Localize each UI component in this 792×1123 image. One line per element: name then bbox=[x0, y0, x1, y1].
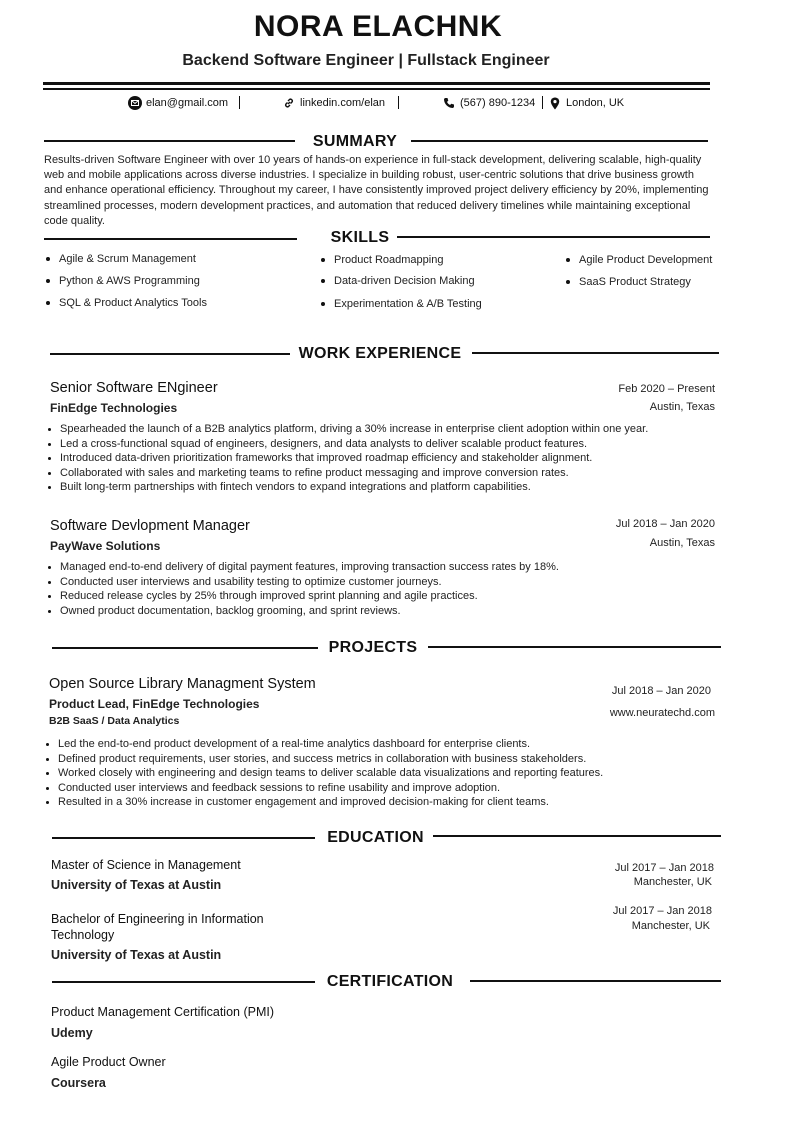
list-item: Introduced data-driven prioritization frameworks that improved roadmap efficiency and stakeholder alignment. bbox=[46, 451, 648, 466]
education-degree: Bachelor of Engineering in Information Technology bbox=[51, 912, 264, 942]
project-role: Product Lead, FinEdge Technologies bbox=[49, 697, 260, 711]
skill-item: Agile Product Development bbox=[566, 254, 712, 266]
map-pin-icon bbox=[548, 96, 562, 110]
contact-location bbox=[548, 96, 624, 110]
list-item: Defined product requirements, user stories, and success metrics in collaboration with business stakeholders. bbox=[44, 752, 603, 767]
projects-heading: PROJECTS bbox=[328, 639, 418, 656]
envelope-icon bbox=[128, 96, 142, 110]
education-degree: Master of Science in Management bbox=[51, 858, 241, 872]
skill-item: Python & AWS Programming bbox=[46, 275, 200, 287]
experience-rule-right bbox=[472, 352, 719, 354]
skill-item: Data-driven Decision Making bbox=[321, 275, 475, 287]
list-item: Spearheaded the launch of a B2B analytics platform, driving a 30% increase in enterprise client adoption within one year. bbox=[46, 422, 648, 437]
education-location: Manchester, UK bbox=[631, 920, 710, 932]
job-bullets bbox=[46, 422, 648, 495]
skill-item: Agile & Scrum Management bbox=[46, 253, 196, 265]
experience-heading: WORK EXPERIENCE bbox=[298, 345, 462, 362]
list-item: Conducted user interviews and feedback sessions to refine usability and improve adoption. bbox=[44, 781, 603, 796]
project-link[interactable]: www.neuratechd.com bbox=[609, 707, 715, 719]
skill-item: Experimentation & A/B Testing bbox=[321, 298, 482, 310]
skill-item: SaaS Product Strategy bbox=[566, 276, 691, 288]
education-rule-right bbox=[433, 835, 721, 837]
projects-rule-left bbox=[52, 647, 318, 649]
job-title: Senior Software ENgineer bbox=[50, 380, 218, 396]
summary-rule-left bbox=[44, 140, 295, 142]
contact-linkedin[interactable] bbox=[282, 96, 385, 110]
project-tags: B2B SaaS / Data Analytics bbox=[49, 715, 180, 727]
list-item: Collaborated with sales and marketing teams to refine product messaging and improve conversion rates. bbox=[46, 466, 648, 481]
certification-issuer: Udemy bbox=[51, 1026, 93, 1040]
bullet-icon bbox=[566, 280, 570, 284]
job-title: Software Devlopment Manager bbox=[50, 518, 250, 534]
job-dates: Jul 2018 – Jan 2020 bbox=[615, 518, 715, 530]
bullet-icon bbox=[46, 301, 50, 305]
project-dates: Jul 2018 – Jan 2020 bbox=[611, 685, 711, 697]
certification-name: Product Management Certification (PMI) bbox=[51, 1005, 275, 1019]
certification-heading: CERTIFICATION bbox=[326, 973, 454, 990]
list-item: Built long-term partnerships with fintech vendors to expand integrations and platform capabilities. bbox=[46, 480, 648, 495]
skills-rule-right bbox=[397, 236, 710, 238]
job-company: FinEdge Technologies bbox=[50, 401, 178, 415]
skills-heading: SKILLS bbox=[330, 229, 390, 246]
bullet-icon bbox=[321, 302, 325, 306]
job-location: Austin, Texas bbox=[649, 401, 715, 413]
summary-heading: SUMMARY bbox=[312, 133, 398, 150]
bullet-icon bbox=[46, 257, 50, 261]
list-item: Led the end-to-end product development of a real-time analytics dashboard for enterprise clients. bbox=[44, 737, 603, 752]
education-dates: Jul 2017 – Jan 2018 bbox=[614, 862, 714, 874]
education-heading: EDUCATION bbox=[327, 829, 424, 846]
certification-rule-left bbox=[52, 981, 315, 983]
projects-rule-right bbox=[428, 646, 721, 648]
list-item: Conducted user interviews and usability testing to optimize customer journeys. bbox=[46, 575, 559, 590]
education-school: University of Texas at Austin bbox=[51, 948, 222, 962]
list-item: Worked closely with engineering and design teams to deliver scalable data visualizations and reporting features. bbox=[44, 766, 603, 781]
bullet-icon bbox=[321, 279, 325, 283]
contact-phone-text: (567) 890-1234 bbox=[460, 97, 536, 109]
resume-subtitle: Backend Software Engineer | Fullstack Engineer bbox=[182, 52, 550, 69]
job-location: Austin, Texas bbox=[649, 537, 715, 549]
job-bullets bbox=[46, 560, 559, 618]
list-item: Owned product documentation, backlog grooming, and sprint reviews. bbox=[46, 604, 559, 619]
header-divider-bottom bbox=[43, 88, 710, 90]
certification-issuer: Coursera bbox=[51, 1076, 106, 1090]
list-item: Led a cross-functional squad of engineers, designers, and data analysts to deliver scalable product features. bbox=[46, 437, 648, 452]
list-item: Managed end-to-end delivery of digital payment features, improving transaction success rates by 18%. bbox=[46, 560, 559, 575]
skills-rule-left bbox=[44, 238, 297, 240]
skill-item: Product Roadmapping bbox=[321, 254, 443, 266]
contact-linkedin-text: linkedin.com/elan bbox=[300, 97, 385, 109]
certification-rule-right bbox=[470, 980, 721, 982]
education-school: University of Texas at Austin bbox=[51, 878, 222, 892]
bullet-icon bbox=[321, 258, 325, 262]
project-title: Open Source Library Managment System bbox=[49, 676, 316, 692]
project-bullets bbox=[44, 737, 603, 810]
certification-name: Agile Product Owner bbox=[51, 1055, 166, 1069]
job-dates: Feb 2020 – Present bbox=[618, 383, 715, 395]
education-location: Manchester, UK bbox=[633, 876, 712, 888]
contact-email-text: elan@gmail.com bbox=[146, 97, 229, 109]
resume-name: NORA ELACHNK bbox=[253, 10, 503, 43]
contact-separator bbox=[239, 96, 240, 109]
bullet-icon bbox=[566, 258, 570, 262]
contact-location-text: London, UK bbox=[566, 97, 625, 109]
skill-item: SQL & Product Analytics Tools bbox=[46, 297, 207, 309]
contact-separator bbox=[398, 96, 399, 109]
bullet-icon bbox=[46, 279, 50, 283]
contact-email[interactable] bbox=[128, 96, 228, 110]
list-item: Reduced release cycles by 25% through improved sprint planning and agile practices. bbox=[46, 589, 559, 604]
phone-icon bbox=[442, 96, 456, 110]
contact-phone[interactable] bbox=[442, 96, 535, 110]
contact-separator bbox=[542, 96, 543, 109]
header-divider-top bbox=[43, 82, 710, 85]
link-icon bbox=[282, 96, 296, 110]
job-company: PayWave Solutions bbox=[50, 539, 161, 553]
summary-rule-right bbox=[411, 140, 708, 142]
list-item: Resulted in a 30% increase in customer engagement and improved decision-making for client teams. bbox=[44, 795, 603, 810]
education-rule-left bbox=[52, 837, 315, 839]
experience-rule-left bbox=[50, 353, 290, 355]
summary-text: Results-driven Software Engineer with over 10 years of hands-on experience in full-stack development, delivering scalable, high-quality web and mobile applications across diverse industries. I specialize in building robust, user-centric solutions that drive business growth and enhance operational efficiency. Throughout my career, I have consistently improved project delivery efficiency by 20%, implementing streamlined processes, modern development practices, and automation that reduced delivery timelines while maintaining exceptional code quality. bbox=[44, 154, 709, 227]
education-dates: Jul 2017 – Jan 2018 bbox=[612, 905, 712, 917]
